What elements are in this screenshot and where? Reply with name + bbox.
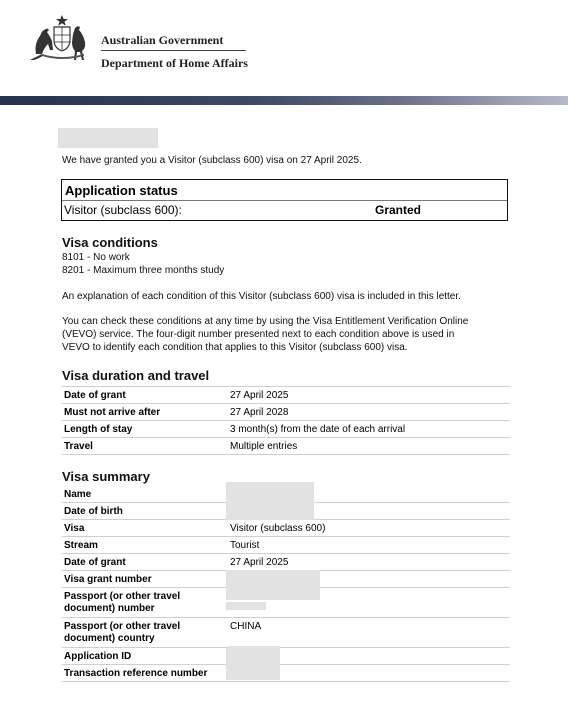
vevo-paragraph-line: You can check these conditions at any time by using the Visa Entitlement Verification Online bbox=[62, 316, 469, 327]
row-label: Visa bbox=[64, 523, 85, 534]
row-label: Date of birth bbox=[64, 506, 123, 517]
table-row bbox=[62, 554, 510, 571]
status-value: Granted bbox=[375, 203, 422, 217]
row-label: Travel bbox=[64, 441, 93, 452]
status-divider bbox=[62, 200, 507, 201]
row-label: Date of grant bbox=[64, 557, 126, 568]
redacted-application-ids bbox=[226, 646, 280, 680]
table-row bbox=[62, 404, 510, 421]
row-value: 3 month(s) from the date of each arrival bbox=[230, 424, 406, 435]
vevo-paragraph-line: (VEVO) service. The four-digit number presented next to each condition above is used in bbox=[62, 329, 455, 340]
row-label: Passport (or other travel document) number bbox=[64, 591, 181, 614]
redacted-name-dob bbox=[226, 482, 314, 520]
row-value: Visitor (subclass 600) bbox=[230, 523, 326, 534]
status-title: Application status bbox=[65, 183, 178, 198]
row-label: Name bbox=[64, 489, 92, 500]
table-row bbox=[62, 387, 510, 404]
row-label: Must not arrive after bbox=[64, 407, 161, 418]
row-label: Length of stay bbox=[64, 424, 133, 435]
table-row bbox=[62, 438, 510, 455]
table-row bbox=[62, 520, 510, 537]
coat-of-arms-icon bbox=[28, 14, 96, 62]
row-value: 27 April 2028 bbox=[230, 407, 289, 418]
row-value: Tourist bbox=[230, 540, 260, 551]
row-value: CHINA bbox=[230, 621, 262, 632]
visa-duration-heading: Visa duration and travel bbox=[62, 368, 210, 383]
condition-item: 8101 - No work bbox=[62, 252, 130, 263]
department-name: Department of Home Affairs bbox=[101, 56, 248, 70]
table-row bbox=[62, 421, 510, 438]
government-name: Australian Government bbox=[101, 33, 224, 47]
visa-summary-heading: Visa summary bbox=[62, 469, 150, 484]
duration-table bbox=[62, 386, 510, 455]
row-label: Visa grant number bbox=[64, 574, 152, 585]
conditions-explanation: An explanation of each condition of this Visitor (subclass 600) visa is included in this letter. bbox=[62, 291, 461, 302]
row-label: Transaction reference number bbox=[64, 668, 208, 679]
redacted-recipient-name bbox=[58, 128, 158, 148]
table-row bbox=[62, 648, 510, 665]
row-value: Multiple entries bbox=[230, 441, 298, 452]
redacted-grant-number bbox=[226, 570, 320, 600]
letter-header bbox=[0, 0, 568, 96]
row-value: 27 April 2025 bbox=[230, 557, 289, 568]
header-divider bbox=[101, 50, 246, 51]
redacted-passport-number bbox=[226, 602, 266, 610]
grant-sentence: We have granted you a Visitor (subclass 600) visa on 27 April 2025. bbox=[62, 155, 362, 166]
condition-item: 8201 - Maximum three months study bbox=[62, 265, 225, 276]
row-value: 27 April 2025 bbox=[230, 390, 289, 401]
vevo-paragraph-line: VEVO to identify each condition that applies to this Visitor (subclass 600) visa. bbox=[62, 342, 408, 353]
table-row bbox=[62, 537, 510, 554]
row-label: Passport (or other travel document) country bbox=[64, 621, 181, 644]
header-band bbox=[0, 96, 568, 105]
table-row bbox=[62, 618, 510, 648]
row-label: Application ID bbox=[64, 651, 132, 662]
status-label: Visitor (subclass 600): bbox=[64, 203, 182, 217]
row-label: Stream bbox=[64, 540, 98, 551]
application-status-box bbox=[61, 179, 508, 221]
row-label: Date of grant bbox=[64, 390, 126, 401]
table-row bbox=[62, 665, 510, 682]
visa-conditions-heading: Visa conditions bbox=[62, 235, 158, 250]
